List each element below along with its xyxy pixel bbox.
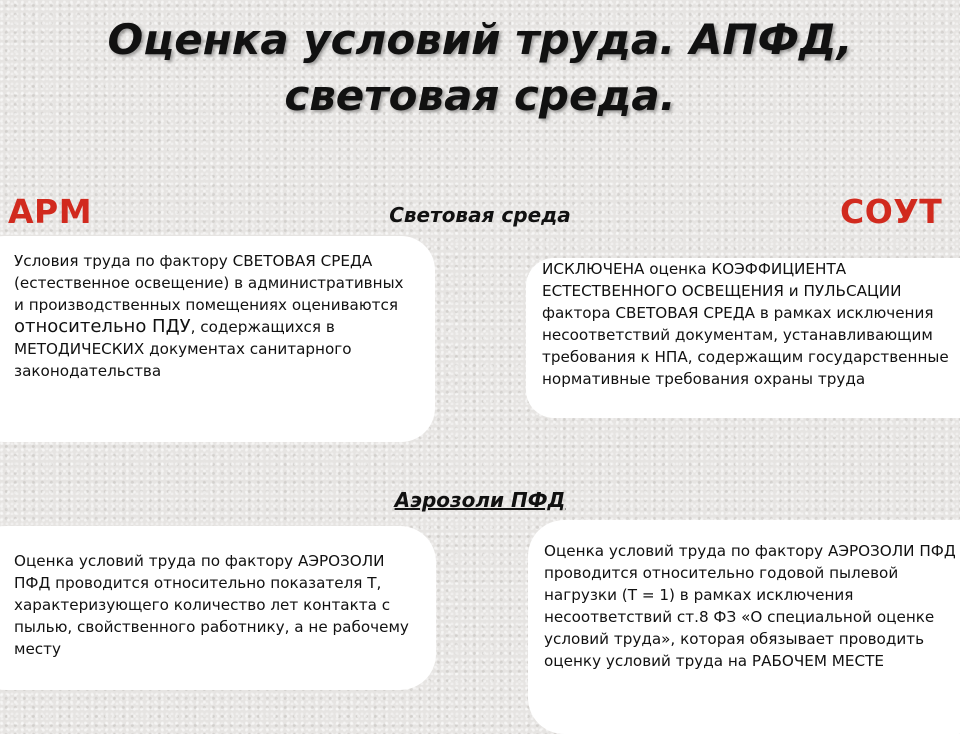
slide-title-line-2: световая среда. xyxy=(284,71,676,120)
arm-light-text-part1: Условия труда по фактору СВЕТОВАЯ СРЕДА (естественное освещение) в административных и производственных помещениях оцениваются xyxy=(14,252,404,314)
section-heading-light: Световая среда xyxy=(389,203,571,227)
slide-title xyxy=(0,12,960,124)
arm-light-text-part2: , содержащихся в МЕТОДИЧЕСКИХ документах санитарного законодательства xyxy=(14,318,352,380)
sout-aerosol-text: Оценка условий труда по фактору АЭРОЗОЛИ ПФД проводится относительно годовой пылевой нагрузки (Т = 1) в рамках исключения несоответствий ст.8 ФЗ «О специальной оценке условий труда», которая обязывает проводить оценку условий труда на РАБОЧЕМ МЕСТЕ xyxy=(544,542,956,670)
arm-aerosol-box xyxy=(0,526,436,690)
arm-label: АРМ xyxy=(8,192,93,231)
arm-aerosol-text: Оценка условий труда по фактору АЭРОЗОЛИ ПФД проводится относительно показателя Т, характеризующего количество лет контакта с пылью, свойственного работнику, а не рабочему месту xyxy=(14,552,409,658)
slide-title-line-1: Оценка условий труда. АПФД, xyxy=(107,15,853,64)
sout-light-box xyxy=(526,258,960,418)
arm-light-emphasis: относительно ПДУ xyxy=(14,316,191,337)
section-heading-aerosol: Аэрозоли ПФД xyxy=(394,488,566,512)
sout-aerosol-box xyxy=(528,520,960,734)
arm-light-text xyxy=(14,250,415,382)
sout-light-text: ИСКЛЮЧЕНА оценка КОЭФФИЦИЕНТА ЕСТЕСТВЕННОГО ОСВЕЩЕНИЯ и ПУЛЬСАЦИИ фактора СВЕТОВАЯ СРЕДА в рамках исключения несоответствий документам, устанавливающим требования к НПА, содержащим государственные нормативные требования охраны труда xyxy=(542,260,949,388)
arm-light-box xyxy=(0,236,435,442)
sout-label: СОУТ xyxy=(840,192,943,231)
